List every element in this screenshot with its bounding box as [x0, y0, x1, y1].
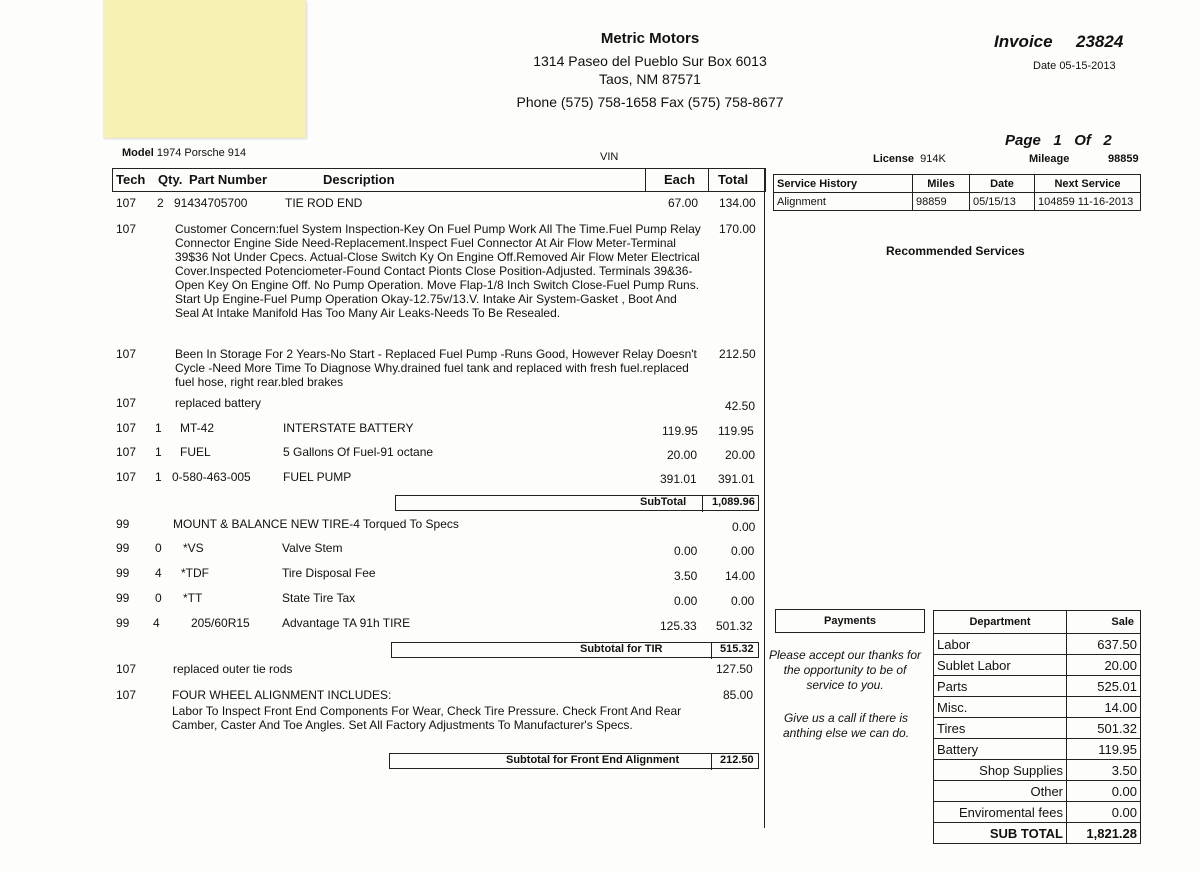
sticky-note [103, 0, 306, 138]
col-tech: Tech [116, 172, 146, 187]
line-item: 107 1 FUEL 5 Gallons Of Fuel-91 octane 20.00 20.00 [116, 445, 756, 462]
line-item: 99 4 *TDF Tire Disposal Fee 3.50 14.00 [116, 566, 756, 583]
col-total: Total [718, 172, 749, 187]
table-row: Sublet Labor 20.00 [934, 655, 1141, 676]
line-item: 107 1 0-580-463-005 FUEL PUMP 391.01 391.01 [116, 470, 755, 486]
table-row: Labor 637.50 [934, 634, 1141, 655]
table-row: Parts 525.01 [934, 676, 1141, 697]
line-item: 107 2 91434705700 TIE ROD END 67.00 134.00 [116, 196, 756, 210]
table-row: Misc. 14.00 [934, 697, 1141, 718]
service-history-table: Service History Miles Date Next Service Alignment 98859 05/15/13 104859 11-16-2013 [773, 174, 1141, 211]
line-item: 99 MOUNT & BALANCE NEW TIRE-4 Torqued To Specs 0.00 [116, 517, 756, 534]
subtotal-row: Subtotal for TIR 515.32 [391, 642, 759, 658]
line-item: 107 replaced battery 42.50 [116, 396, 756, 413]
line-item: 107 1 MT-42 INTERSTATE BATTERY 119.95 119.95 [116, 421, 754, 438]
line-item-description: Labor To Inspect Front End Components For Wear, Check Tire Pressure. Check Front And Rear Camber, Caster And Toe Angles. Set All Factory Adjustments To Manufacturer's Specs. [172, 704, 682, 732]
column-divider [764, 168, 765, 828]
line-item: 99 4 205/60R15 Advantage TA 91h TIRE 125.33 501.32 [116, 616, 753, 633]
line-item: 107 replaced outer tie rods 127.50 [116, 662, 753, 676]
thanks-message: Please accept our thanks for the opportunity to be of service to you. [768, 648, 922, 692]
invoice-label: Invoice [994, 32, 1053, 51]
recommended-services-title: Recommended Services [886, 244, 1025, 258]
payments-header: Payments [775, 609, 925, 633]
line-item: 107 212.50 [116, 347, 756, 361]
vehicle-mileage: Mileage [1029, 153, 1070, 165]
shop-address-line1: 1314 Paseo del Pueblo Sur Box 6013 [533, 53, 767, 69]
subtotal-row: Subtotal for Front End Alignment 212.50 [389, 753, 759, 769]
col-qty: Qty. [158, 172, 183, 187]
col-each: Each [664, 172, 696, 187]
vin-label: VIN [600, 151, 619, 163]
line-item: 107 FOUR WHEEL ALIGNMENT INCLUDES: 85.00 [116, 688, 754, 702]
vehicle-license: License 914K [873, 153, 946, 165]
call-message: Give us a call if there is anthing else we can do. [782, 711, 910, 740]
col-description: Description [323, 172, 395, 187]
line-item: 99 0 *VS Valve Stem 0.00 0.00 [116, 541, 755, 558]
invoice-number: 23824 [1076, 32, 1124, 51]
vehicle-mileage-value: 98859 [1108, 153, 1139, 165]
line-item: 107 170.00 [116, 222, 756, 236]
page-indicator: Page 1 Of 2 [1005, 132, 1112, 149]
table-row: Enviromental fees 0.00 [934, 802, 1141, 823]
line-item: 99 0 *TT State Tire Tax 0.00 0.00 [116, 591, 755, 608]
shop-phone: Phone (575) 758-1658 Fax (575) 758-8677 [516, 94, 784, 110]
line-items-header [112, 168, 766, 192]
department-totals-table: Department Sale Labor 637.50 Sublet Labor 20.00 Parts 525.01 Misc. 14.00 Tires 501.32 Battery 119.95 Shop Supplies 3.50 Other 0.00 Enviromental fees 0.00 SUB TOTAL 1,821.28 [933, 610, 1141, 844]
table-row: Other 0.00 [934, 781, 1141, 802]
table-row: SUB TOTAL 1,821.28 [934, 823, 1141, 844]
subtotal-row: SubTotal 1,089.96 [395, 495, 759, 511]
shop-name: Metric Motors [600, 30, 700, 47]
line-item-description: Customer Concern:fuel System Inspection-Key On Fuel Pump Work All The Time.Fuel Pump Relay Connector Engine Side Need-Replacement.Inspect Fuel Connector At Air Flow Meter-Terminal 39$36 Not Under Cpecs. Actual-Close Switch Ky On Engine Off.Removed Air Flow Meter Electrical Cover.Inspected Potenciometer-Found Contact Pionts Close Position-Adjusted. Terminals 39&36- Open Key On Engine Off. No Pump Operation. Move Flap-1/8 Inch Switch Close-Fuel Pump Runs. Start Up Engine-Fuel Pump Operation Okay-12.75v/13.V. Intake Air System-Gasket , Boot And Seal At Intake Manifold Has Too Many Air Leaks-Needs To Be Resealed. [175, 222, 701, 320]
invoice-date: Date 05-15-2013 [1033, 60, 1116, 72]
table-row: Battery 119.95 [934, 739, 1141, 760]
table-row: Alignment 98859 05/15/13 104859 11-16-2013 [774, 193, 1141, 211]
vehicle-model: Model 1974 Porsche 914 [122, 147, 247, 159]
shop-address-line2: Taos, NM 87571 [599, 71, 701, 87]
table-row: Tires 501.32 [934, 718, 1141, 739]
col-part-number: Part Number [189, 172, 268, 187]
line-item-description: Been In Storage For 2 Years-No Start - Replaced Fuel Pump -Runs Good, However Relay Doesn't Cycle -Need More Time To Diagnose Why.drained fuel tank and replaced with fresh fuel.replaced fuel hose, right rear.bled brakes [175, 347, 697, 389]
table-row: Shop Supplies 3.50 [934, 760, 1141, 781]
